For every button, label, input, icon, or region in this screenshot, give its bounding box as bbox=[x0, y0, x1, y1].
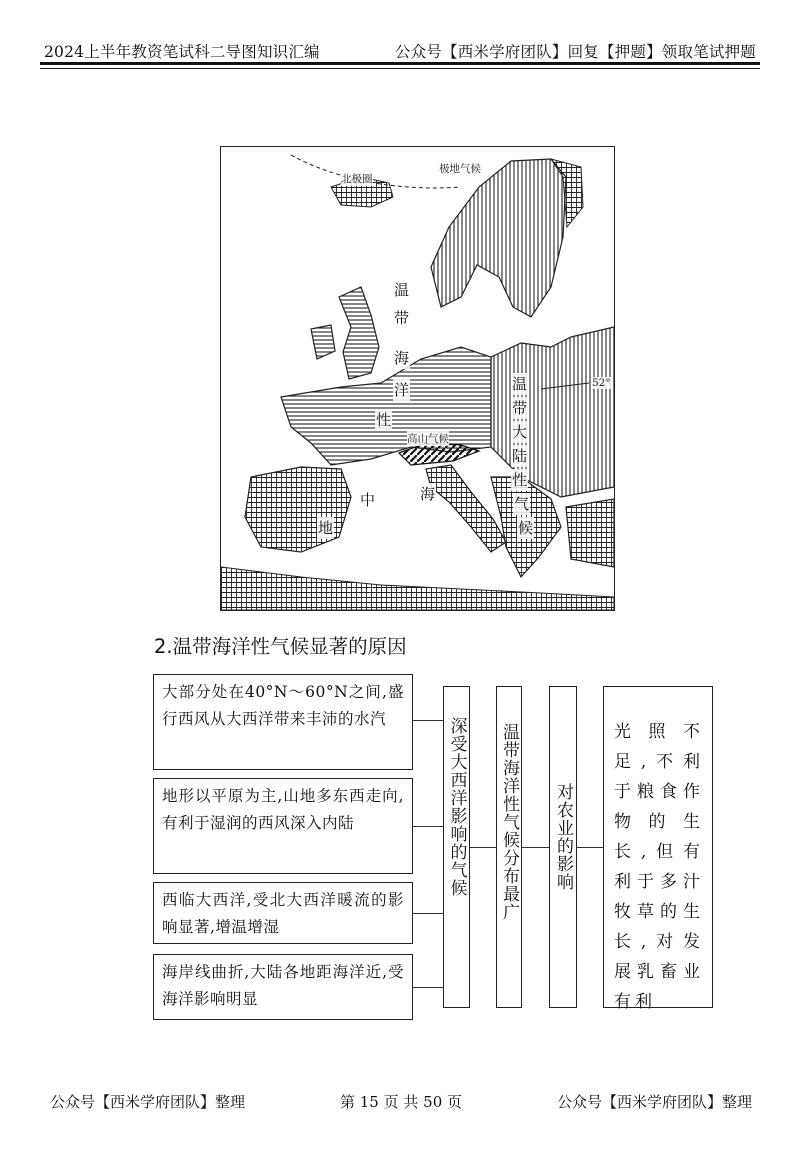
connector-line bbox=[577, 847, 603, 848]
header-rule-thick bbox=[40, 62, 760, 65]
map-label-continental-5: 性 bbox=[511, 471, 527, 489]
map-label-maritime-3: 海 bbox=[393, 349, 409, 367]
map-label-continental-3: 大 bbox=[511, 423, 527, 441]
cause-box-ocean-current: 西临大西洋,受北大西洋暖流的影响显著,增温增湿 bbox=[153, 882, 413, 944]
map-label-arctic-circle: 北极圈 bbox=[341, 173, 373, 185]
map-label-mediterranean-1: 地 bbox=[317, 519, 333, 537]
map-label-maritime-2: 带 bbox=[393, 309, 409, 327]
effect-text-distribution: 温带海洋性气候分布最广 bbox=[499, 723, 519, 921]
effect-box-distribution bbox=[496, 686, 522, 1008]
cause-box-terrain: 地形以平原为主,山地多东西走向,有利于湿润的西风深入内陆 bbox=[153, 778, 413, 874]
cause-box-coastline: 海岸线曲折,大陆各地距海洋近,受海洋影响明显 bbox=[153, 954, 413, 1020]
result-box: 光照不足,不利于粮食作物的生长,但有利于多汁牧草的生长,对发展乳畜业有利 bbox=[603, 686, 713, 1008]
section-title: 2.温带海洋性气候显著的原因 bbox=[154, 635, 407, 658]
effect-box-agriculture bbox=[549, 686, 577, 1008]
footer-left: 公众号【西米学府团队】整理 bbox=[50, 1093, 246, 1111]
map-label-continental-6: 气 bbox=[513, 495, 529, 513]
europe-climate-map bbox=[220, 146, 615, 611]
map-label-maritime-5: 性 bbox=[375, 411, 391, 429]
map-label-continental-1: 温 bbox=[511, 375, 527, 393]
map-label-alpine-climate: 高山气候 bbox=[407, 433, 449, 445]
effect-text-agriculture: 对农业的影响 bbox=[553, 783, 573, 891]
map-label-continental-4: 陆 bbox=[511, 447, 527, 465]
map-label-mediterranean-2: 中 bbox=[359, 491, 375, 509]
map-drawing bbox=[221, 147, 614, 610]
map-label-continental-2: 带 bbox=[511, 399, 527, 417]
footer-page-number: 第 15 页 共 50 页 bbox=[340, 1093, 463, 1111]
connector-line bbox=[413, 720, 443, 721]
map-label-maritime-4: 洋 bbox=[393, 381, 409, 399]
map-label-continental-7: 候 bbox=[517, 519, 533, 537]
connector-line bbox=[470, 847, 496, 848]
connector-line bbox=[413, 913, 443, 914]
effect-text-atlantic: 深受大西洋影响的气候 bbox=[446, 717, 467, 897]
footer-right: 公众号【西米学府团队】整理 bbox=[556, 1093, 752, 1111]
connector-line bbox=[413, 826, 443, 827]
map-label-latitude: 52° bbox=[592, 377, 611, 389]
header-rule-thin bbox=[40, 68, 760, 69]
map-label-maritime-1: 温 bbox=[393, 281, 409, 299]
connector-line bbox=[413, 987, 443, 988]
effect-box-atlantic bbox=[443, 686, 470, 1008]
connector-line bbox=[522, 847, 549, 848]
map-label-polar-climate: 极地气候 bbox=[439, 163, 481, 175]
cause-box-latitude: 大部分处在40°N～60°N之间,盛行西风从大西洋带来丰沛的水汽 bbox=[153, 674, 413, 770]
map-label-mediterranean-3: 海 bbox=[419, 485, 435, 503]
header-right-promo: 公众号【西米学府团队】回复【押题】领取笔试押题 bbox=[394, 43, 756, 61]
header-left-title: 2024上半年教资笔试科二导图知识汇编 bbox=[44, 43, 320, 61]
